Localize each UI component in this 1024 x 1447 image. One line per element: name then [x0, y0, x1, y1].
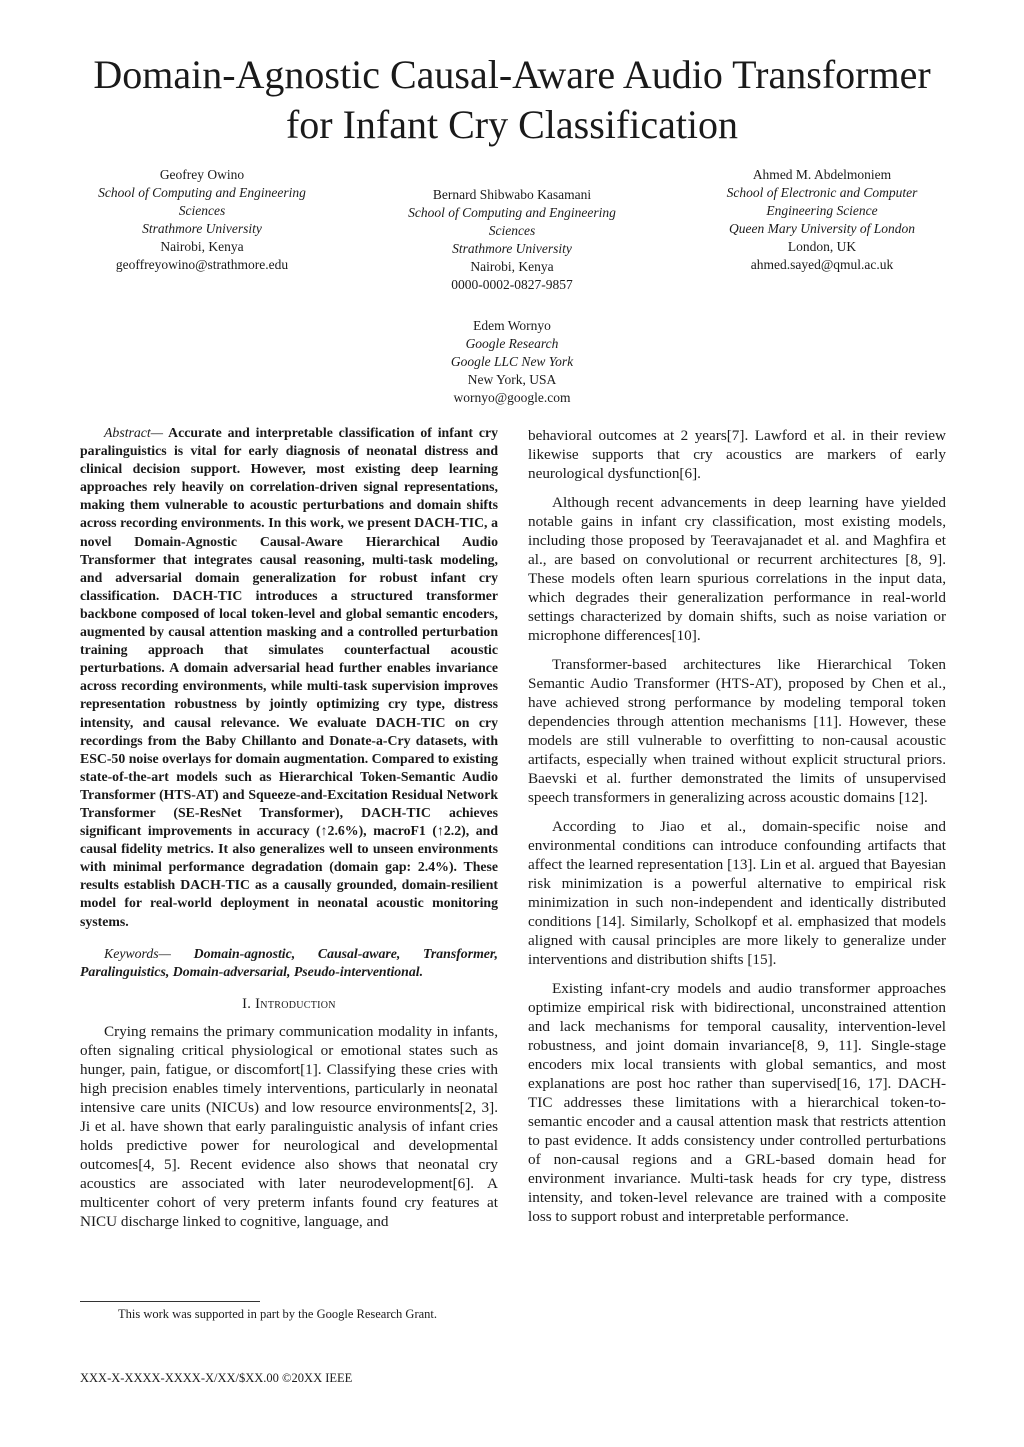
footnote-divider: [80, 1301, 260, 1302]
body-paragraph: Existing infant-cry models and audio transformer approaches optimize empirical risk with bidirectional, unconstrained attention and lack mechanisms for temporal causality, intervention-level robustness, and joint domain invariance[8, 9, 11]. Single-stage encoders mix local transients with global semantics, and most explanations are post hoc rather than supervised[16, 17]. DACH-TIC addresses these limitations with a hierarchical token-to-semantic encoder and a causal attention mask that restricts attention to past evidence. It adds consistency under controlled perturbations of non-causal regions and a GRL-based domain head for environment invariance. Multi-task heads for cry type, distress intensity, and token-level relevance are trained with a composite loss to support robust and interpretable performance.: [528, 980, 946, 1225]
keywords-label: Keywords—: [104, 945, 171, 961]
keywords-text: Domain-agnostic, Causal-aware, Transformer, Paralinguistics, Domain-adversarial, Pseudo-interventional.: [80, 945, 498, 979]
author-affiliation: School of Electronic and Computer: [726, 185, 918, 200]
author-block-1: [72, 166, 332, 274]
author-affiliation: Sciences: [488, 223, 536, 238]
body-paragraph: Transformer-based architectures like Hierarchical Token Semantic Audio Transformer (HTS-AT), proposed by Chen et al., have achieved strong performance by modeling temporal token dependencies through attention mechanisms [11]. However, these models are still vulnerable to overfitting to non-causal acoustic artifacts, especially when trained without explicit structural priors. Baevski et al. further demonstrated the limits of unsupervised speech transformers in generalizing across acoustic domains [12].: [528, 656, 946, 806]
author-contact: geoffreyowino@strathmore.edu: [115, 257, 289, 272]
author-location: Nairobi, Kenya: [470, 259, 554, 274]
footnote: This work was supported in part by the Google Research Grant.: [118, 1307, 438, 1321]
intro-paragraph-1: Crying remains the primary communication modality in infants, often signaling critical physiological or emotional states such as hunger, pain, fatigue, or discomfort[1]. Classifying these cries with high precision enables timely interventions, particularly in neonatal intensive care units (NICUs) and low resource environments[2, 3]. Ji et al. have shown that early paralinguistic analysis of infant cries holds predictive power for neurological and developmental outcomes[4, 5]. Recent evidence also shows that neonatal cry acoustics are associated with later neurodevelopment[6]. A multicenter cohort of very preterm infants found cry features at NICU discharge linked to cognitive, language, and: [80, 1022, 498, 1230]
section-title: Introduction: [255, 995, 336, 1012]
author-location: London, UK: [787, 239, 857, 254]
body-paragraph: Although recent advancements in deep learning have yielded notable gains in infant cry classification, most existing models, including those proposed by Teeravajanadet et al. and Maghfira et al., are based on convolutional or recurrent architectures [8, 9]. These models often learn spurious correlations in the input data, which degrades their generalization performance in real-world settings characterized by domain shifts, such as noise variation or microphone differences[10].: [528, 494, 946, 644]
body-paragraph: According to Jiao et al., domain-specific noise and environmental conditions can introduce confounding artifacts that affect the learned representation [13]. Lin et al. argued that Bayesian risk minimization is a powerful alternative to empirical risk minimization in such non-independent and identically distributed conditions [14]. Similarly, Scholkopf et al. emphasized that models aligned with causal principles are more likely to generalize under interventions and distribution shifts [15].: [528, 818, 946, 968]
author-contact: ahmed.sayed@qmul.ac.uk: [750, 257, 894, 272]
author-affiliation: Google LLC New York: [450, 354, 574, 369]
copyright-line: XXX-X-XXXX-XXXX-X/XX/$XX.00 ©20XX IEEE: [80, 1371, 353, 1385]
keywords: [80, 945, 498, 981]
author-affiliation: Sciences: [178, 203, 226, 218]
body-paragraph: behavioral outcomes at 2 years[7]. Lawford et al. in their review likewise supports that cry acoustics are markers of early neurological dysfunction[6].: [528, 427, 946, 482]
author-affiliation: Engineering Science: [766, 203, 878, 218]
paper-title: [40, 50, 984, 150]
abstract-text: Accurate and interpretable classification of infant cry paralinguistics is vital for early diagnosis of neonatal distress and clinical decision support. However, most existing deep learning approaches rely heavily on correlation-driven signal representations, making them vulnerable to acoustic perturbations and domain shifts across recording environments. In this work, we present DACH-TIC, a novel Domain-Agnostic Causal-Aware Hierarchical Audio Transformer that integrates causal reasoning, multi-task modeling, and adversarial domain generalization for robust infant cry classification. DACH-TIC introduces a structured transformer backbone composed of local token-level and global semantic encoders, augmented by causal attention masking and a controlled perturbation training approach that simulates counterfactual acoustic perturbations. A domain adversarial head further enables invariance across recording environments, while multi-task supervision improves representation robustness by jointly optimizing cry type, distress intensity, and causal relevance. We evaluate DACH-TIC on cry recordings from the Baby Chillanto and Donate-a-Cry datasets, with ESC-50 noise overlays for domain augmentation. Compared to existing state-of-the-art models such as Hierarchical Token-Semantic Audio Transformer (HTS-AT) and Squeeze-and-Excitation Residual Network Transformer (SE-ResNet Transformer), DACH-TIC achieves significant improvements in accuracy (↑2.6%), macroF1 (↑2.2), and causal fidelity metrics. It also generalizes well to unseen environments with minimal performance degradation (domain gap: 2.4%). These results establish DACH-TIC as a causally grounded, domain-resilient model for real-world deployment in neonatal acoustic monitoring systems.: [80, 425, 498, 929]
author-contact: 0000-0002-0827-9857: [451, 277, 573, 292]
abstract: [80, 424, 498, 931]
author-name: Geofrey Owino: [159, 167, 245, 182]
author-affiliation: Google Research: [465, 336, 559, 351]
abstract-label: Abstract—: [104, 425, 164, 440]
left-column: [80, 424, 498, 1241]
author-affiliation: Strathmore University: [452, 241, 572, 256]
author-block-2: [382, 186, 642, 294]
author-affiliation: School of Computing and Engineering: [408, 205, 616, 220]
section-number: I.: [242, 995, 252, 1012]
author-location: New York, USA: [467, 372, 557, 387]
author-block-4: [382, 317, 642, 407]
right-column: [528, 426, 946, 1236]
section-heading: [80, 995, 498, 1014]
author-location: Nairobi, Kenya: [160, 239, 244, 254]
author-block-3: [692, 166, 952, 274]
author-name: Edem Wornyo: [473, 318, 551, 333]
title-line-1: Domain-Agnostic Causal-Aware Audio Transformer: [93, 52, 931, 97]
author-name: Ahmed M. Abdelmoniem: [752, 167, 892, 182]
author-contact: wornyo@google.com: [453, 390, 571, 405]
author-name: Bernard Shibwabo Kasamani: [432, 187, 592, 202]
author-affiliation: Queen Mary University of London: [729, 221, 915, 236]
title-line-2: for Infant Cry Classification: [285, 102, 739, 147]
author-affiliation: School of Computing and Engineering: [98, 185, 306, 200]
author-affiliation: Strathmore University: [142, 221, 262, 236]
